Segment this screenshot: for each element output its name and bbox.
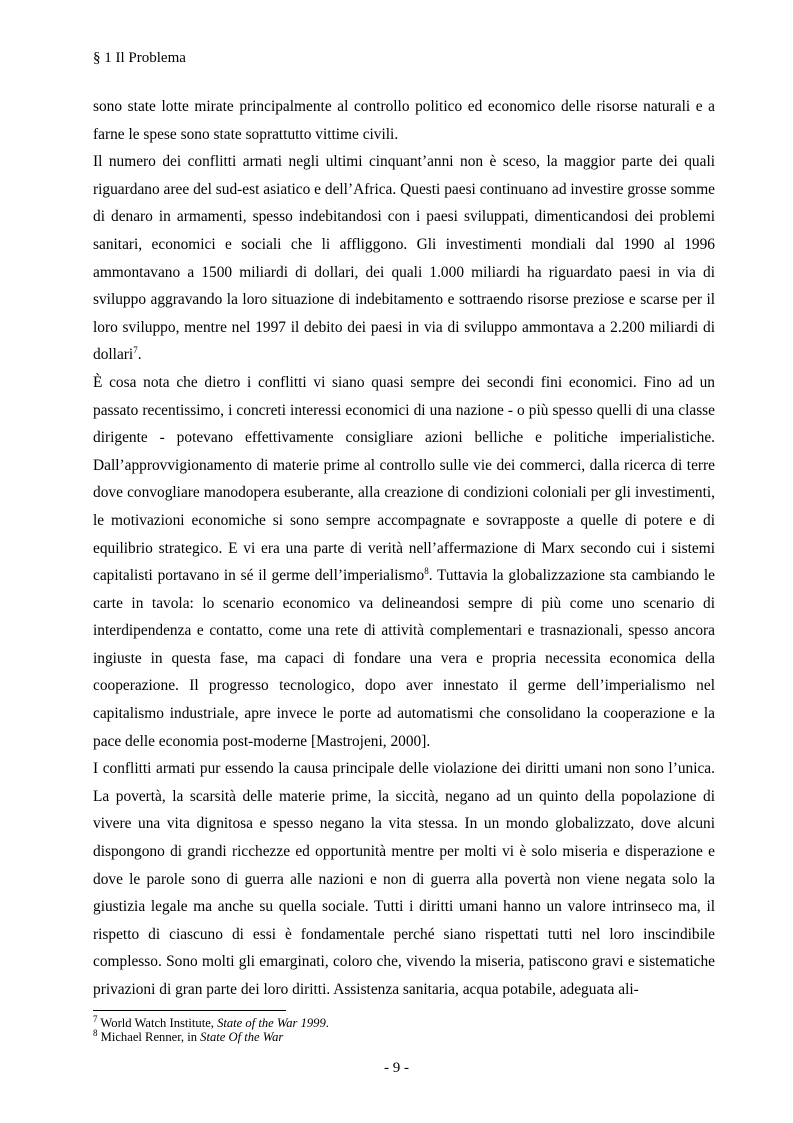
- footnote-number: 7: [93, 1013, 98, 1024]
- paragraph-text-tail: .: [137, 346, 142, 364]
- page-number: - 9 -: [384, 1060, 409, 1076]
- paragraph-text: È cosa nota che dietro i conflitti vi siano quasi sempre dei secondi fini economici. Fino ad un passato recentissimo, i concreti interessi economici di una nazione - o più spesso quelli di una classe dirigente - potevano effettivamente consigliare azioni belliche e politiche imperialistiche. Dall’approvvigionamento di materie prime al controllo sulle vie dei commerci, dalla ricerca di terre dove convogliare manodopera esuberante, alla creazione di condizioni coloniali per gli investimenti, le motivazioni economiche si sono sempre accompagnate e sovrapposte a quelle di potere e di equilibrio strategico. E vi era una parte di verità nell’affermazione di Marx secondo cui i sistemi capitalisti portavano in sé il germe dell’imperialismo: [93, 373, 715, 585]
- footnote-text-tail: .: [325, 1016, 329, 1030]
- footnote-number: 8: [93, 1027, 98, 1038]
- footnote-title: State of the War 1999: [217, 1016, 326, 1030]
- paragraph: [93, 755, 715, 1003]
- footnote: [93, 1027, 693, 1044]
- paragraph-text-tail: . Tuttavia la globalizzazione sta cambiando le carte in tavola: lo scenario economico va delineandosi sempre di più come uno scenario di interdipendenza e contatto, come una rete di attività complementari e trasnazionali, spesso ancora ingiuste in questa fase, ma capaci di fondare una vera e propria necessita economica della cooperazione. Il progresso tecnologico, dopo aver innestato il germe dell’imperialismo nel capitalismo industriale, apre invece le porte ad automatismi che consolidano la cooperazione e la pace delle economia post-moderne [Mastrojeni, 2000].: [93, 567, 715, 750]
- footnote-title: State Of the War: [200, 1030, 284, 1044]
- footnotes: [93, 1013, 693, 1044]
- paragraph-text: sono state lotte mirate principalmente al controllo politico ed economico delle risorse naturali e a farne le spese sono state soprattutto vittime civili.: [93, 98, 715, 143]
- running-title: § 1 Il Problema: [93, 50, 186, 66]
- footnote-ref: 8: [424, 565, 429, 576]
- footnote: [93, 1013, 693, 1030]
- running-header: [93, 48, 186, 68]
- paragraph: [93, 369, 715, 755]
- footnote-text: Michael Renner, in: [97, 1030, 201, 1044]
- footnote-separator: [93, 1010, 286, 1011]
- paragraph-text: Il numero dei conflitti armati negli ultimi cinquant’anni non è sceso, la maggior parte dei quali riguardano aree del sud-est asiatico e dell’Africa. Questi paesi continuano ad investire grosse somme di denaro in armamenti, spesso indebitandosi con i paesi sviluppati, dimenticandosi dei problemi sanitari, economici e sociali che li affliggono. Gli investimenti mondiali dal 1990 al 1996 ammontavano a 1500 miliardi di dollari, dei quali 1.000 miliardi ha riguardato paesi in via di sviluppo aggravando la loro situazione di indebitamento e sottraendo risorse preziose e scarse per il loro sviluppo, mentre nel 1997 il debito dei paesi in via di sviluppo ammontava a 2.200 miliardi di dollari: [93, 153, 715, 364]
- footnote-ref: 7: [133, 345, 138, 356]
- paragraph: [93, 148, 715, 369]
- paragraph-text: I conflitti armati pur essendo la causa principale delle violazione dei diritti umani non sono l’unica. La povertà, la scarsità delle materie prime, la siccità, negano ad un quinto della popolazione di vivere una vita dignitosa e spesso negano la vita stessa. In un mondo globalizzato, dove alcuni dispongono di grandi ricchezze ed opportunità mentre per molti vi è solo miseria e disperazione e dove le parole sono di guerra alle nazioni e non di guerra alla povertà non viene negata solo la giustizia legale ma anche su quella sociale. Tutti i diritti umani hanno un valore intrinseco ma, il rispetto di ciascuno di essi è fondamentale perché siano rispettati tutti nel loro inscindibile complesso. Sono molti gli emarginati, coloro che, vivendo la miseria, patiscono gravi e sistematiche privazioni di gran parte dei loro diritti. Assistenza sanitaria, acqua potabile, adeguata ali-: [93, 760, 715, 998]
- paragraph: [93, 93, 715, 148]
- footnote-text: World Watch Institute,: [97, 1016, 218, 1030]
- body-text: [93, 93, 715, 1004]
